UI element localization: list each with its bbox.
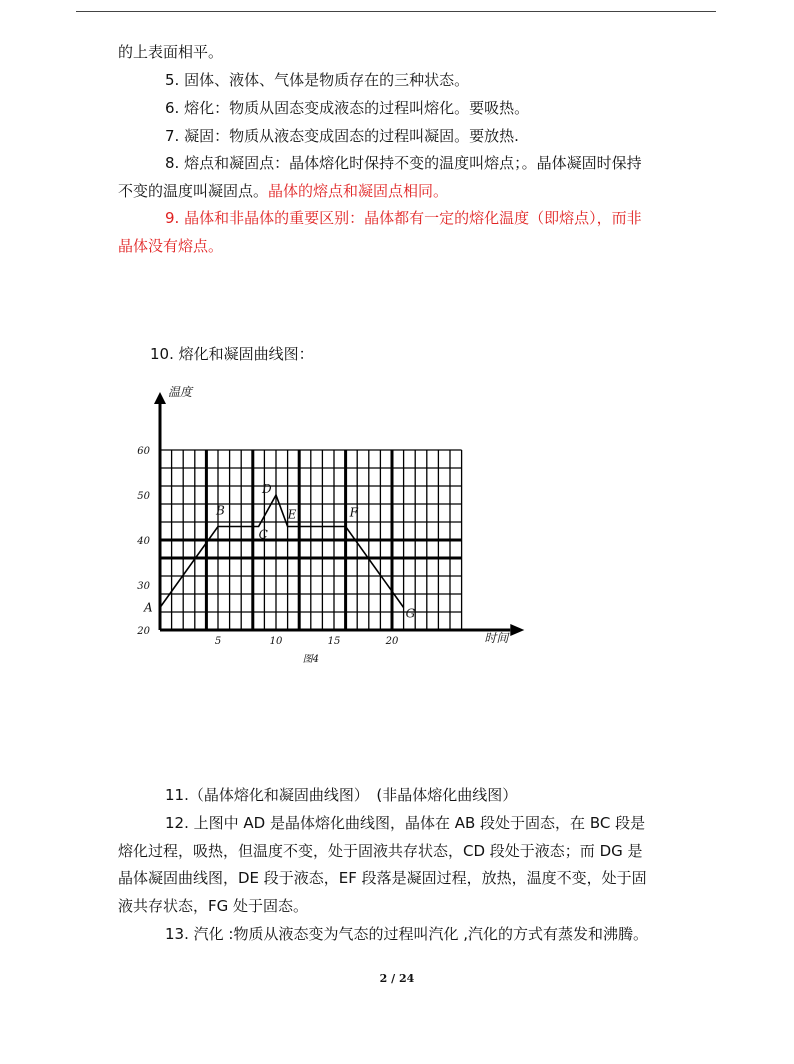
point-label: B: [216, 503, 225, 518]
y-tick-label: 60: [137, 446, 150, 457]
x-axis-label: 时间: [484, 631, 509, 645]
text-line: 5. 固体、液体、气体是物质存在的三种状态。: [165, 71, 470, 89]
text-line: 11.（晶体熔化和凝固曲线图） (非晶体熔化曲线图）: [165, 786, 518, 804]
chart-title: 图4: [302, 654, 319, 665]
y-tick-label: 20: [137, 626, 150, 637]
point-label: F: [349, 505, 358, 520]
chart-grid: [160, 450, 462, 630]
y-tick-label: 50: [137, 491, 150, 502]
text-line: 熔化过程，吸热，但温度不变，处于固液共存状态，CD 段处于液态；而 DG 是: [118, 842, 643, 860]
highlight-text: 晶体的熔点和凝固点相同。: [268, 182, 449, 200]
point-label: G: [405, 606, 416, 621]
y-axis-arrow: [154, 392, 166, 404]
x-tick-label: 10: [269, 636, 283, 647]
chart-curve: [160, 495, 404, 608]
y-tick-label: 40: [137, 536, 150, 547]
text-span: 不变的温度叫凝固点。: [118, 182, 269, 200]
chart-labels: [143, 385, 510, 665]
text-line: 13. 汽化 :物质从液态变为气态的过程叫汽化 ,汽化的方式有蒸发和沸腾。: [165, 925, 648, 943]
text-line: 晶体凝固曲线图，DE 段于液态，EF 段落是凝固过程，放热，温度不变，处于固: [118, 869, 647, 887]
chart-axes: [154, 392, 524, 636]
page-number: 2 / 24: [379, 972, 415, 985]
y-axis-label: 温度: [168, 385, 193, 399]
x-tick-label: 15: [327, 636, 341, 647]
y-tick-label: 30: [137, 581, 150, 592]
point-label: D: [262, 482, 272, 496]
point-label: E: [287, 507, 297, 522]
text-line: 8. 熔点和凝固点：晶体熔化时保持不变的温度叫熔点；。晶体凝固时保持: [165, 154, 642, 172]
x-axis-arrow: [510, 624, 524, 636]
x-tick-label: 5: [214, 636, 222, 647]
header-rule: [76, 11, 716, 12]
section-heading: 10. 熔化和凝固曲线图：: [150, 345, 314, 363]
text-line: 12. 上图中 AD 是晶体熔化曲线图，晶体在 AB 段处于固态，在 BC 段是: [165, 814, 646, 832]
text-line: 6. 熔化：物质从固态变成液态的过程叫熔化。要吸热。: [165, 99, 530, 117]
melting-curve-chart: [130, 380, 530, 680]
point-label: C: [258, 527, 268, 542]
x-tick-label: 20: [385, 636, 399, 647]
highlight-line: 晶体没有熔点。: [118, 237, 224, 255]
text-line: 液共存状态，FG 处于固态。: [118, 897, 309, 915]
melting-solidification-curve: [160, 495, 404, 608]
highlight-line: 9. 晶体和非晶体的重要区别：晶体都有一定的熔化温度（即熔点），而非: [165, 209, 642, 227]
point-label: A: [144, 600, 153, 615]
text-line: 7. 凝固：物质从液态变成固态的过程叫凝固。要放热.: [165, 127, 519, 145]
text-line: 的上表面相平。: [118, 43, 224, 61]
text-line: [118, 181, 678, 201]
